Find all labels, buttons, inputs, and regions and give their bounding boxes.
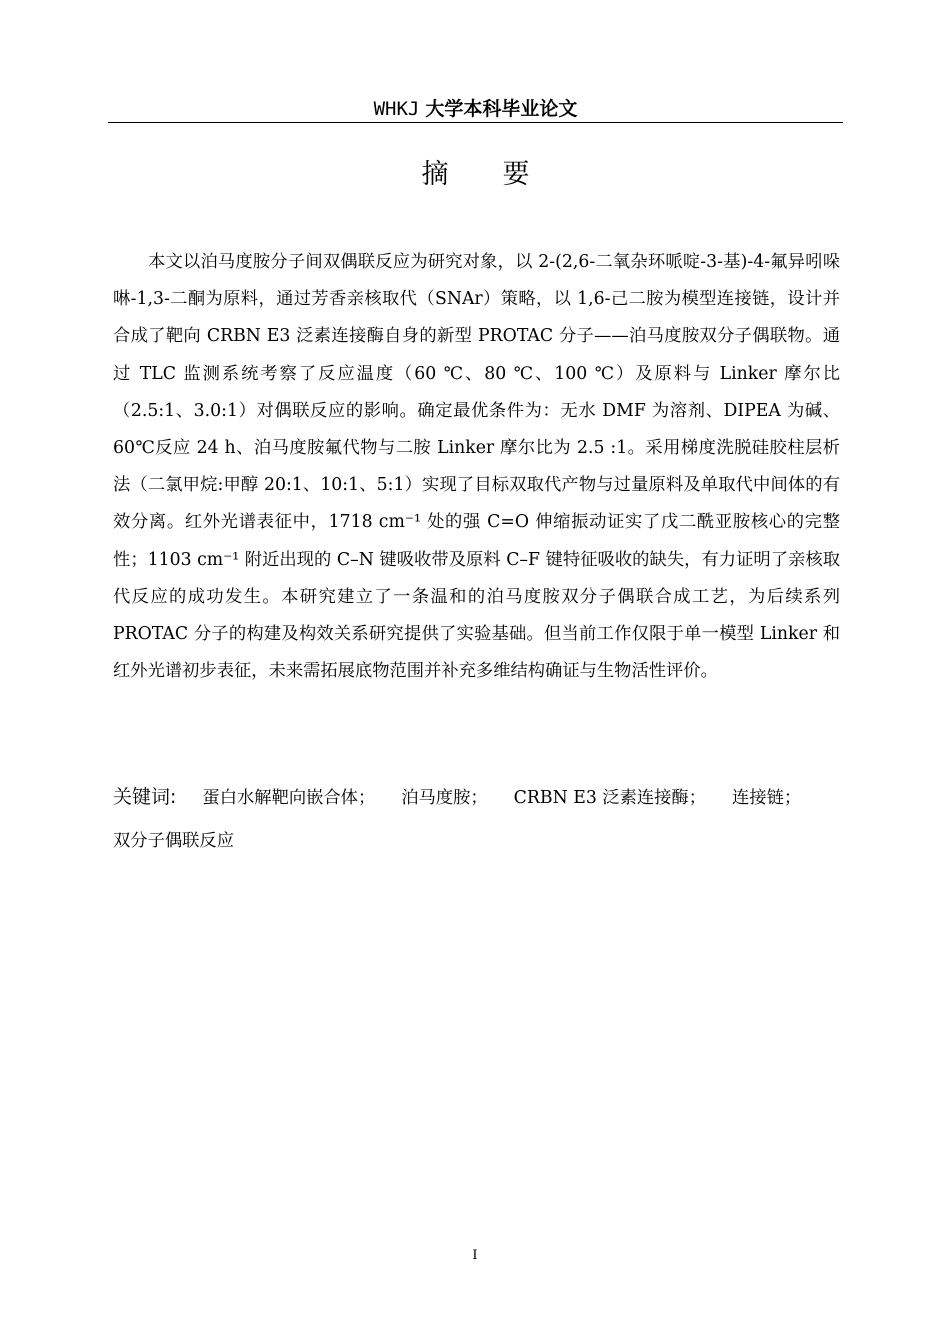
- page-title-char-2: 要: [502, 159, 530, 190]
- page-number: I: [472, 1248, 478, 1263]
- keyword-item: 连接链；: [732, 788, 802, 808]
- keywords-label: 关键词:: [113, 786, 177, 808]
- header-thesis-type: 大学本科毕业论文: [425, 98, 578, 120]
- page-title: [108, 155, 843, 195]
- keyword-item: 泊马度胺；: [401, 788, 488, 808]
- keywords-line: [113, 776, 840, 863]
- running-header: [108, 96, 843, 122]
- page-title-char-1: 摘: [421, 159, 449, 190]
- keyword-item: CRBN E3 泛素连接酶；: [513, 788, 706, 808]
- header-university-code: WHKJ: [373, 98, 420, 120]
- keyword-item: 双分子偶联反应: [113, 831, 234, 851]
- header-rule: [108, 122, 843, 123]
- abstract-body: 本文以泊马度胺分子间双偶联反应为研究对象，以 2-(2,6-二氧杂环哌啶-3-基)-4-氟异吲哚啉-1,3-二酮为原料，通过芳香亲核取代（SNAr）策略，以 1,6-己二胺为模型连接链，设计并合成了靶向 CRBN E3 泛素连接酶自身的新型 PROTAC 分子——泊马度胺双分子偶联物。通过 TLC 监测系统考察了反应温度（60 ℃、80 ℃、100 ℃）及原料与 Linker 摩尔比（2.5:1、3.0:1）对偶联反应的影响。确定最优条件为：无水 DMF 为溶剂、DIPEA 为碱、60℃反应 24 h、泊马度胺氟代物与二胺 Linker 摩尔比为 2.5 :1。采用梯度洗脱硅胶柱层析法（二氯甲烷:甲醇 20:1、10:1、5:1）实现了目标双取代产物与过量原料及单取代中间体的有效分离。红外光谱表征中，1718 cm⁻¹ 处的强 C=O 伸缩振动证实了戊二酰亚胺核心的完整性；1103 cm⁻¹ 附近出现的 C–N 键吸收带及原料 C–F 键特征吸收的缺失，有力证明了亲核取代反应的成功发生。本研究建立了一条温和的泊马度胺双分子偶联合成工艺，为后续系列 PROTAC 分子的构建及构效关系研究提供了实验基础。但当前工作仅限于单一模型 Linker 和红外光谱初步表征，未来需拓展底物范围并补充多维结构确证与生物活性评价。: [113, 252, 840, 682]
- keyword-item: 蛋白水解靶向嵌合体；: [202, 788, 376, 808]
